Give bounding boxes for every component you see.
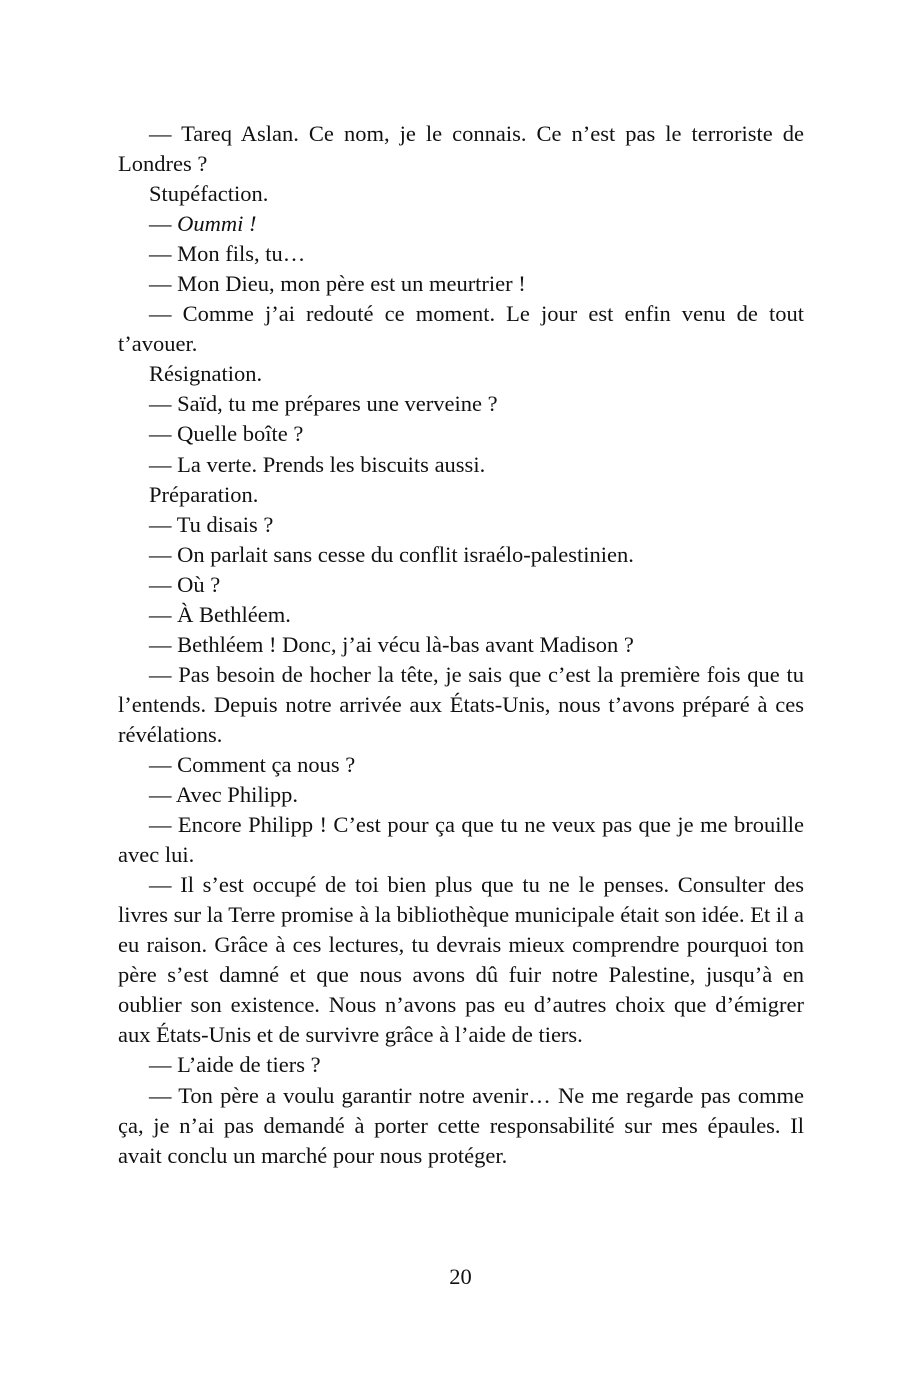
paragraph: — On parlait sans cesse du conflit israélo-palestinien. <box>149 541 634 567</box>
italic-word: Oummi ! <box>177 211 257 237</box>
dialogue-dash: — <box>149 211 178 237</box>
paragraph: — Mon Dieu, mon père est un meurtrier ! <box>149 271 526 297</box>
paragraph: — Mon fils, tu… <box>149 241 306 267</box>
paragraph: — Où ? <box>149 571 221 597</box>
paragraph: — Pas besoin de hocher la tête, je sais que c’est la première fois que tu l’entends. Depuis notre arrivée aux États-Unis, nous t’avons préparé à ces révélations. <box>118 661 804 747</box>
paragraph: — Bethléem ! Donc, j’ai vécu là-bas avant Madison ? <box>149 631 634 657</box>
paragraph: — Comment ça nous ? <box>149 751 356 777</box>
paragraph-italic-line <box>118 209 804 239</box>
paragraph: — La verte. Prends les biscuits aussi. <box>149 451 486 477</box>
paragraph: — Il s’est occupé de toi bien plus que tu ne le penses. Consulter des livres sur la Terre promise à la bibliothèque municipale était son idée. Et il a eu raison. Grâce à ces lectures, tu devrais mieux comprendre pourquoi ton père s’est damné et que nous avons dû fuir notre Palestine, jusqu’à en oublier son existence. Nous n’avons pas eu d’autres choix que d’émigrer aux États-Unis et de survivre grâce à l’aide de tiers. <box>118 872 804 1048</box>
paragraph: Préparation. <box>149 481 259 507</box>
paragraph: — Quelle boîte ? <box>149 421 304 447</box>
paragraph: — Ton père a voulu garantir notre avenir… Ne me regarde pas comme ça, je n’ai pas demandé à porter cette responsabilité sur mes épaules. Il avait conclu un marché pour nous protéger. <box>118 1082 804 1168</box>
paragraph: — Encore Philipp ! C’est pour ça que tu ne veux pas que je me brouille avec lui. <box>118 812 804 868</box>
paragraph: — Comme j’ai redouté ce moment. Le jour est enfin venu de tout t’avouer. <box>118 301 804 357</box>
paragraph: Résignation. <box>149 361 263 387</box>
paragraph: — Tu disais ? <box>149 511 274 537</box>
page-number: 20 <box>449 1264 472 1289</box>
paragraph: — Saïd, tu me prépares une verveine ? <box>149 391 498 417</box>
body-text <box>118 119 804 1171</box>
paragraph: — Tareq Aslan. Ce nom, je le connais. Ce n’est pas le terroriste de Londres ? <box>118 121 804 177</box>
paragraph: Stupéfaction. <box>149 181 269 207</box>
paragraph: — À Bethléem. <box>149 601 291 627</box>
paragraph: — L’aide de tiers ? <box>149 1052 321 1078</box>
paragraph: — Avec Philipp. <box>149 782 298 808</box>
